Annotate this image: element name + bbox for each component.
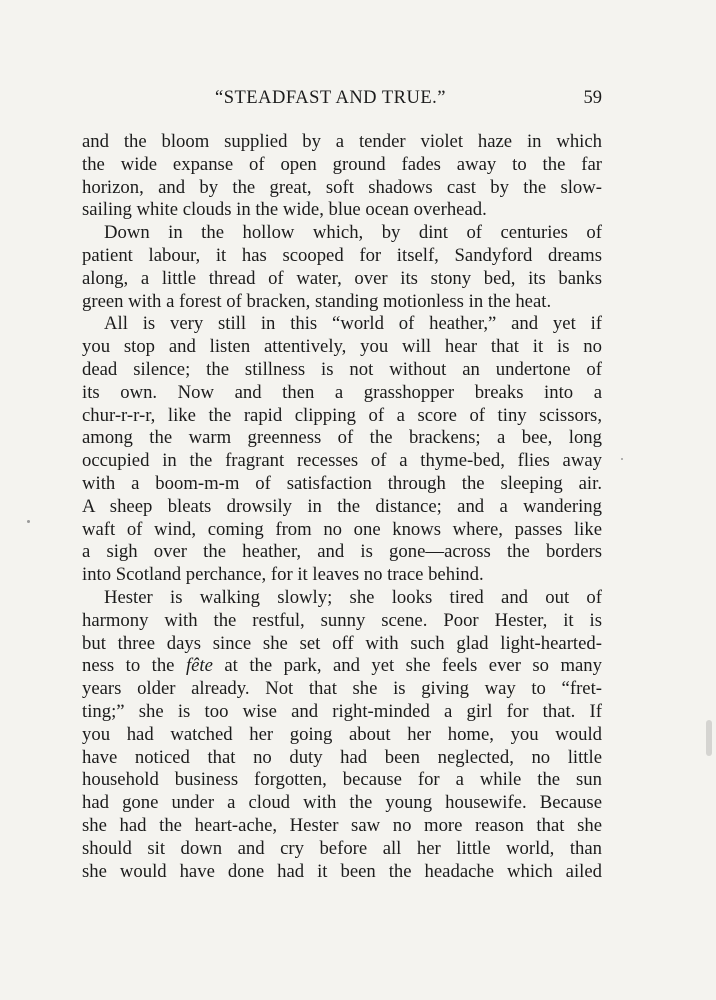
fete-after: at the park, and yet she feels ever so many [212, 655, 602, 677]
text-line: green with a forest of bracken, standing motionless in the heat. [82, 290, 552, 312]
text-line: she would have done had it been the headache which ailed [82, 860, 602, 882]
text-line: household business forgotten, because for a while the sun [82, 769, 602, 791]
text-line: among the warm greenness of the brackens; a bee, long [82, 427, 602, 449]
text-line: ting;” she is too wise and right-minded a girl for that. If [82, 700, 602, 722]
text-line: years older already. Not that she is giving way to “fret- [82, 678, 602, 700]
text-line: you stop and listen attentively, you will hear that it is no [82, 336, 602, 358]
text-line: waft of wind, coming from no one knows where, passes like [82, 518, 602, 540]
text-line: along, a little thread of water, over its stony bed, its banks [82, 267, 602, 289]
text-line: the wide expanse of open ground fades away to the far [82, 153, 602, 175]
text-line: its own. Now and then a grasshopper breaks into a [82, 381, 602, 403]
body-text [82, 131, 602, 883]
text-line: sailing white clouds in the wide, blue ocean overhead. [82, 199, 487, 221]
page-number: 59 [583, 88, 602, 108]
fete-before: ness to the [82, 655, 186, 677]
text-line: and the bloom supplied by a tender violet haze in which [82, 131, 602, 152]
print-speck [621, 458, 623, 460]
fete-italic: fête [185, 655, 213, 677]
text-line: have noticed that no duty had been neglected, no little [82, 746, 602, 768]
running-title: “STEADFAST AND TRUE.” [215, 88, 446, 108]
text-line: should sit down and cry before all her little world, than [82, 837, 602, 859]
text-line: into Scotland perchance, for it leaves no trace behind. [82, 564, 484, 586]
text-line: with a boom-m-m of satisfaction through the sleeping air. [82, 472, 602, 494]
print-speck [27, 520, 30, 523]
text-line: dead silence; the stillness is not without an undertone of [82, 358, 602, 380]
text-line: chur-r-r-r, like the rapid clipping of a score of tiny scissors, [82, 404, 602, 426]
text-line: Hester is walking slowly; she looks tired and out of [104, 586, 602, 608]
text-line: occupied in the fragrant recesses of a thyme-bed, flies away [82, 450, 602, 472]
text-line: a sigh over the heather, and is gone—across the borders [82, 541, 602, 563]
text-line: patient labour, it has scooped for itself, Sandyford dreams [82, 244, 602, 266]
text-line: had gone under a cloud with the young housewife. Because [82, 792, 602, 814]
text-line: she had the heart-ache, Hester saw no more reason that she [82, 814, 602, 836]
text-line: you had watched her going about her home, you would [82, 723, 602, 745]
text-line: A sheep bleats drowsily in the distance; and a wandering [82, 495, 602, 517]
text-line: horizon, and by the great, soft shadows cast by the slow- [82, 176, 602, 198]
print-speck [706, 720, 712, 756]
text-line: but three days since she set off with such glad light-hearted- [82, 632, 602, 654]
text-line: All is very still in this “world of heather,” and yet if [104, 313, 602, 335]
text-line: Down in the hollow which, by dint of centuries of [104, 222, 602, 244]
page-header [80, 88, 600, 118]
text-line: harmony with the restful, sunny scene. Poor Hester, it is [82, 609, 602, 631]
text-line-fete [82, 655, 602, 678]
